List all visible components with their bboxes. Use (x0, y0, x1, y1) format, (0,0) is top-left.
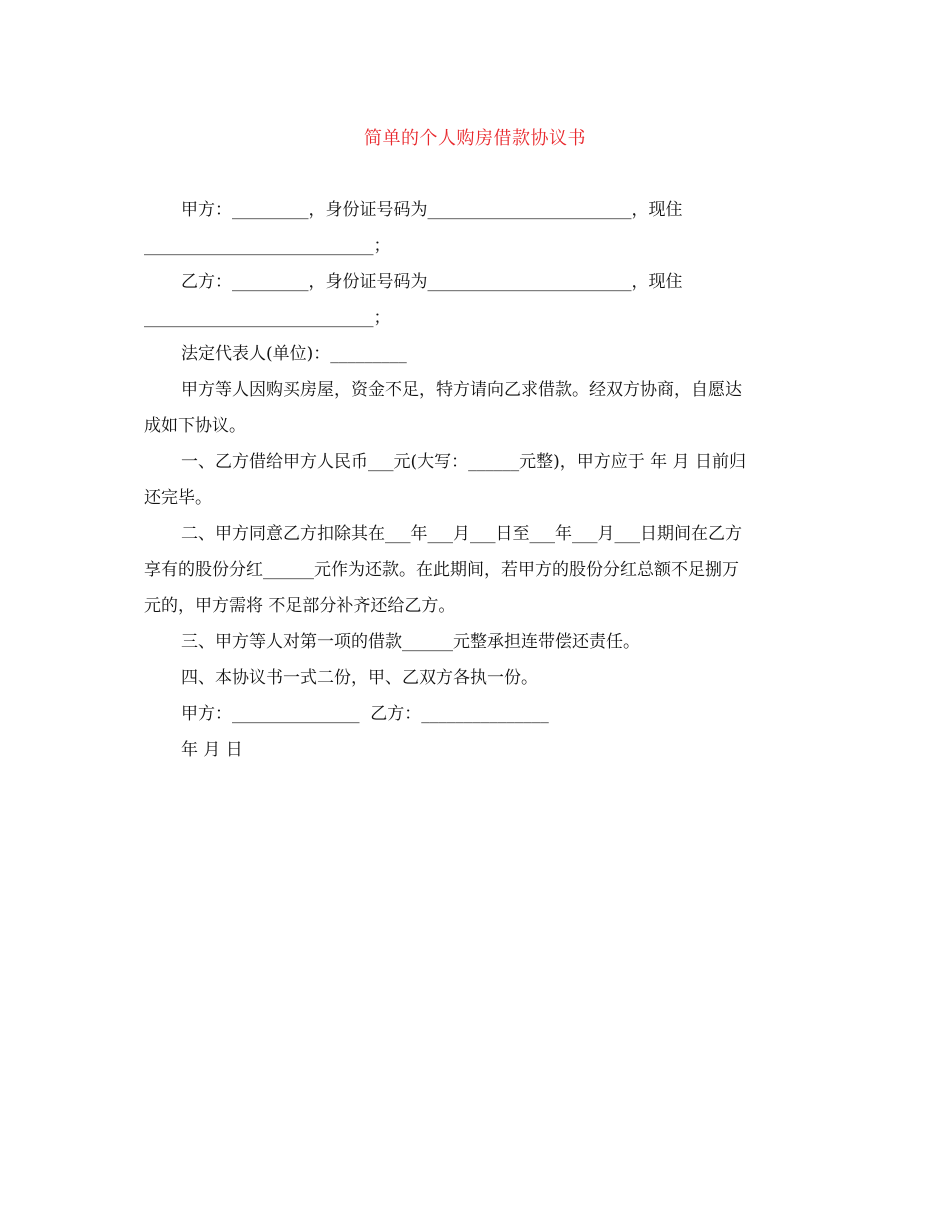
document-title: 简单的个人购房借款协议书 (364, 128, 586, 149)
document-body (144, 192, 800, 768)
party-b-address-line: ___________________________； (144, 308, 391, 328)
preamble-line-1: 甲方等人因购买房屋，资金不足，特方请向乙求借款。经双方协商，自愿达 (181, 380, 742, 400)
clause-4-line: 四、本协议书一式二份，甲、乙双方各执一份。 (181, 668, 538, 688)
clause-1-line-1: 一、乙方借给甲方人民币___元(大写：______元整)，甲方应于 年 月 日前归 (181, 452, 746, 472)
clause-1-line-2: 还完毕。 (144, 488, 212, 508)
signature-line: 甲方：_______________ 乙方：_______________ (181, 704, 549, 724)
clause-2-line-1: 二、甲方同意乙方扣除其在___年___月___日至___年___月___日期间在乙方 (181, 524, 742, 544)
party-a-line: 甲方：_________，身份证号码为________________________，现住 (181, 200, 683, 220)
clause-2-line-2: 享有的股份分红______元作为还款。在此期间，若甲方的股份分红总额不足捌万 (144, 560, 739, 580)
legal-representative-line: 法定代表人(单位)：_________ (181, 344, 407, 364)
clause-2-line-3: 元的，甲方需将 不足部分补齐还给乙方。 (144, 596, 456, 616)
party-a-address-line: ___________________________； (144, 236, 391, 256)
party-b-line: 乙方：_________，身份证号码为________________________，现住 (181, 272, 683, 292)
date-line: 年 月 日 (181, 740, 243, 760)
preamble-line-2: 成如下协议。 (144, 416, 246, 436)
clause-3-line: 三、甲方等人对第一项的借款______元整承担连带偿还责任。 (181, 632, 640, 652)
